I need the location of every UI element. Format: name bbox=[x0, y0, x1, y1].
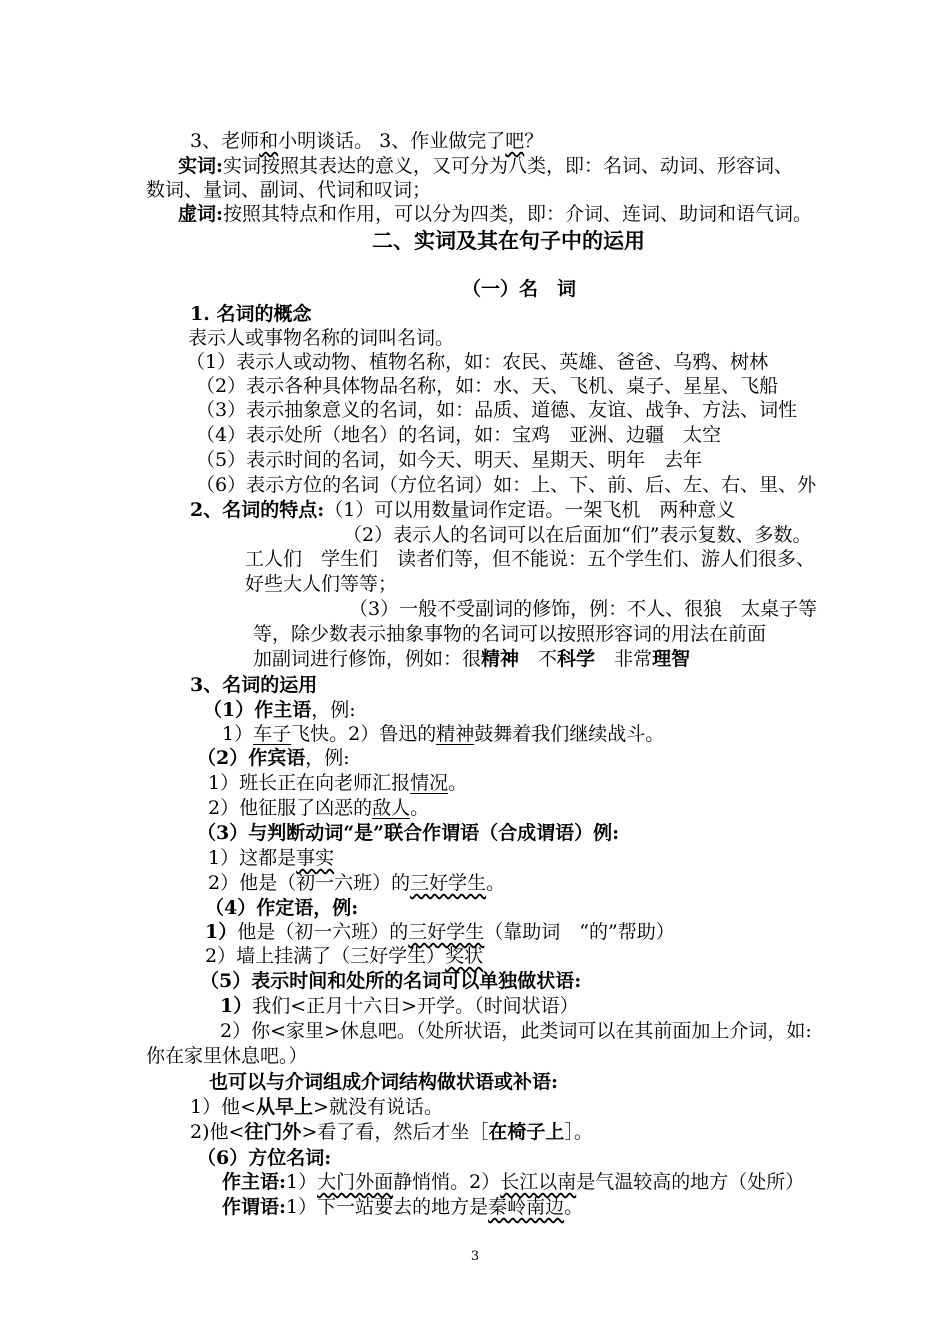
usage-locative-heading: （6）方位名词: bbox=[197, 1147, 332, 1169]
features-item-3-cont2: 加副词进行修饰，例如：很精神 不科学 非常理智 bbox=[253, 648, 691, 670]
concept-item-4: （4）表示处所（地名）的名词，如：宝鸡 亚洲、边疆 太空 bbox=[196, 424, 722, 446]
usage-predicate-heading: （3）与判断动词“是”联合作谓语（合成谓语）例: bbox=[197, 822, 620, 844]
concept-item-2: （2）表示各种具体物品名称，如：水、天、飞机、桌子、星星、飞船 bbox=[196, 375, 779, 397]
usage-prepositional-example-1: 1）他<从早上>就没有说话。 bbox=[190, 1096, 443, 1118]
features-item-3-cont: 等，除少数表示抽象事物的名词可以按照形容词的用法在前面 bbox=[253, 623, 767, 645]
usage-object-example-2: 2）他征服了凶恶的敌人。 bbox=[208, 797, 430, 819]
usage-subject-example: 1）车子飞快。2）鲁迅的精神鼓舞着我们继续战斗。 bbox=[222, 723, 665, 745]
shici-definition-cont: 数词、量词、副词、代词和叹词； bbox=[146, 179, 432, 201]
concept-item-5: （5）表示时间的名词，如今天、明天、星期天、明年 去年 bbox=[196, 449, 703, 471]
usage-attribute-example-2: 2）墙上挂满了（三好学生）奖状 bbox=[205, 945, 484, 967]
xuci-definition: 虚词:按照其特点和作用，可以分为四类，即：介词、连词、助词和语气词。 bbox=[178, 203, 813, 225]
features-item-3: （3）一般不受副词的修饰，例：不人、很狼 太桌子等 bbox=[349, 598, 818, 620]
usage-locative-predicate: 作谓语:1）下一站要去的地方是秦岭南边。 bbox=[222, 1196, 584, 1218]
usage-adverbial-example-2-cont: 你在家里休息吧。） bbox=[146, 1045, 308, 1067]
features-item-2-cont2: 好些大人们等等； bbox=[245, 573, 398, 595]
features-item-2: （2）表示人的名词可以在后面加“们”表示复数、多数。 bbox=[343, 524, 812, 546]
section-heading: 二、实词及其在句子中的运用 bbox=[372, 229, 645, 253]
usage-attribute-heading: （4）作定语，例: bbox=[205, 897, 359, 919]
usage-adverbial-heading: （5）表示时间和处所的名词可以单独做状语: bbox=[200, 970, 582, 992]
usage-predicate-example-1: 1）这都是事实 bbox=[208, 847, 335, 869]
heading-usage: 3、名词的运用 bbox=[190, 674, 318, 696]
features-line-1: 2、名词的特点:（1）可以用数量词作定语。一架飞机 两种意义 bbox=[190, 499, 736, 521]
line-examples: 3、老师和小明谈话。 3、作业做完了吧？ bbox=[190, 130, 544, 152]
usage-subject-heading: （1）作主语，例: bbox=[203, 699, 356, 721]
concept-definition: 表示人或事物名称的词叫名词。 bbox=[188, 327, 455, 349]
heading-concept: 1. 名词的概念 bbox=[190, 303, 312, 325]
usage-predicate-example-2: 2）他是（初一六班）的三好学生。 bbox=[208, 872, 506, 894]
shici-definition: 实词:实词按照其表达的意义，又可分为八类，即：名词、动词、形容词、 bbox=[178, 155, 794, 177]
usage-attribute-example-1: 1）他是（初一六班）的三好学生（靠助词 “的”帮助） bbox=[205, 921, 675, 943]
usage-prepositional-example-2: 2)他<往门外>看了看，然后才坐［在椅子上］。 bbox=[190, 1121, 593, 1143]
usage-object-example-1: 1）班长正在向老师汇报情况。 bbox=[208, 772, 468, 794]
features-item-2-cont: 工人们 学生们 读者们等，但不能说：五个学生们、游人们很多、 bbox=[245, 548, 816, 570]
usage-object-heading: （2）作宾语，例: bbox=[197, 747, 350, 769]
usage-adverbial-example-2: 2）你<家里>休息吧。（处所状语，此类词可以在其前面加上介词，如: bbox=[220, 1020, 812, 1042]
page-number: 3 bbox=[470, 1249, 480, 1264]
concept-item-1: （1）表示人或动物、植物名称，如：农民、英雄、爸爸、乌鸦、树林 bbox=[186, 351, 769, 373]
usage-prepositional-heading: 也可以与介词组成介词结构做状语或补语: bbox=[209, 1071, 559, 1093]
subsection-heading: （一）名 词 bbox=[462, 278, 577, 300]
concept-item-3: （3）表示抽象意义的名词，如：品质、道德、友谊、战争、方法、词性 bbox=[196, 399, 798, 421]
usage-locative-subject: 作主语:1）大门外面静悄悄。2）长江以南是气温较高的地方（处所） bbox=[222, 1171, 805, 1193]
usage-adverbial-example-1: 1）我们<正月十六日>开学。（时间状语） bbox=[220, 995, 579, 1017]
concept-item-6: （6）表示方位的名词（方位名词）如：上、下、前、后、左、右、里、外 bbox=[196, 474, 817, 496]
